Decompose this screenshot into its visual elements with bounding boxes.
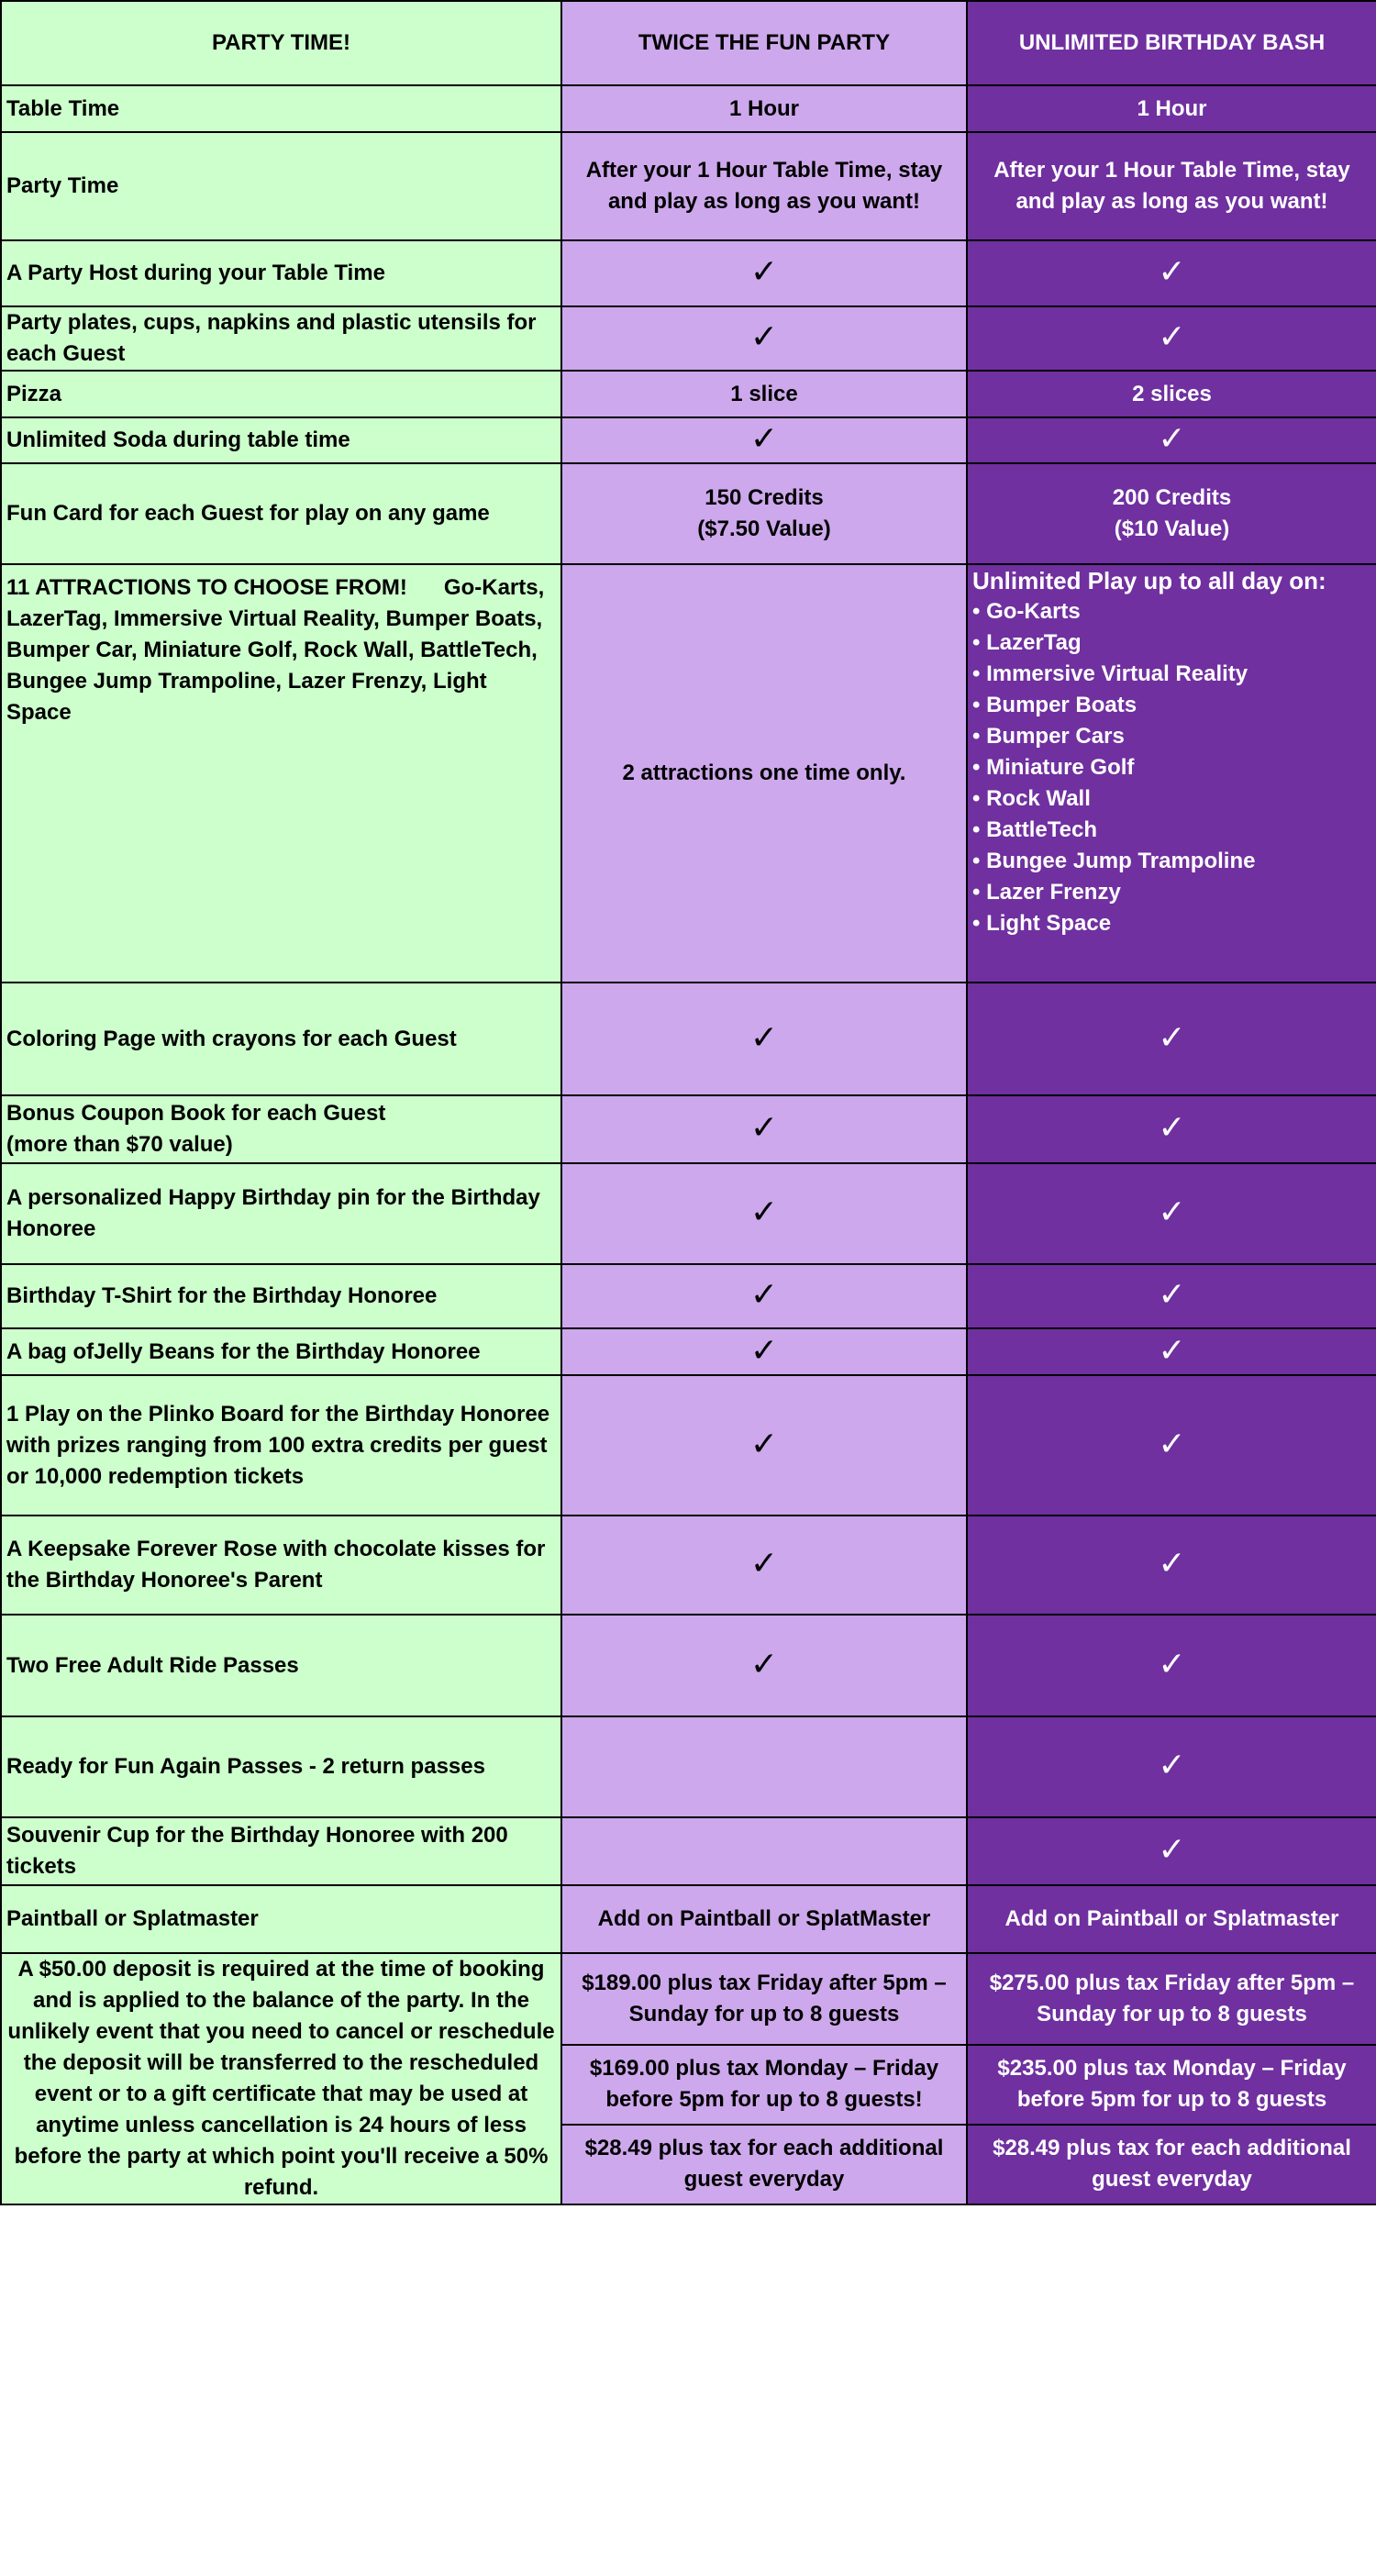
attractions-label-line: 11 ATTRACTIONS TO CHOOSE FROM! Go-Karts, [6,575,545,600]
unlimited-value [967,983,1376,1095]
list-item: • Go-Karts [972,596,1371,627]
header-unlimited-cell: UNLIMITED BIRTHDAY BASH [967,1,1376,85]
check-icon: ✓ [1158,1544,1186,1582]
check-icon: ✓ [749,1330,779,1369]
check-icon: ✓ [749,1193,779,1230]
feature-label: Fun Card for each Guest for play on any game [1,463,561,564]
list-item: • LazerTag [972,627,1371,659]
unlimited-value [967,463,1376,564]
table-row-adult-passes [1,1615,1376,1716]
unlimited-value: Add on Paintball or Splatmaster [967,1885,1376,1953]
feature-label: Souvenir Cup for the Birthday Honoree with 200 tickets [1,1817,561,1885]
table-row-souvenir [1,1817,1376,1885]
twice-price-additional: $28.49 plus tax for each additional guest everyday [561,2125,967,2204]
check-icon: ✓ [749,419,779,457]
twice-value: 1 slice [561,371,967,417]
feature-label: Paintball or Splatmaster [1,1885,561,1953]
table-row-pin [1,1163,1376,1264]
feature-label: A personalized Happy Birthday pin for the Birthday Honoree [1,1163,561,1264]
check-icon: ✓ [1158,1017,1186,1056]
twice-value [561,983,967,1095]
feature-label: Party plates, cups, napkins and plastic utensils for each Guest [1,306,561,371]
check-icon: ✓ [1158,1330,1186,1369]
table-row-paintball [1,1885,1376,1953]
list-item: • BattleTech [972,815,1371,846]
twice-value [561,1328,967,1375]
unlimited-price-weekday: $235.00 plus tax Monday – Friday before 5pm for up to 8 guests [967,2045,1376,2125]
unlimited-value [967,1264,1376,1328]
unlimited-value [967,1817,1376,1885]
coupon-label-line: (more than $70 value) [6,1132,233,1157]
check-icon: ✓ [1158,1424,1186,1462]
table-row-coupon [1,1095,1376,1163]
feature-label: Unlimited Soda during table time [1,417,561,463]
list-item: • Lazer Frenzy [972,877,1371,908]
twice-value [561,463,967,564]
twice-credits: 150 Credits [705,485,824,510]
twice-value: Add on Paintball or SplatMaster [561,1885,967,1953]
list-item: • Immersive Virtual Reality [972,659,1371,690]
twice-value [561,417,967,463]
unlimited-value [967,1328,1376,1375]
unlimited-price-additional: $28.49 plus tax for each additional guest everyday [967,2125,1376,2204]
header-twice-cell: TWICE THE FUN PARTY [561,1,967,85]
feature-label: Table Time [1,85,561,132]
header-feature-cell: PARTY TIME! [1,1,561,85]
check-icon: ✓ [1158,252,1186,290]
check-icon: ✓ [1158,1275,1186,1313]
attractions-label-line: Bumper Car, Miniature Golf, Rock Wall, BattleTech, [6,638,538,662]
unlimited-price-weekend: $275.00 plus tax Friday after 5pm – Sunday for up to 8 guests [967,1953,1376,2045]
deposit-note: A $50.00 deposit is required at the time of booking and is applied to the balance of the party. In the unlikely event that you need to cancel or reschedule the deposit will be transferred to the rescheduled event or to a gift certificate that may be used at anytime unless cancellation is 24 hours of less before the party at which point you'll receive a 50% refund. [1,1953,561,2204]
unlimited-value [967,240,1376,306]
list-item: • Bumper Cars [972,721,1371,752]
check-icon: ✓ [749,1544,779,1582]
table-row-rose [1,1516,1376,1615]
check-icon: ✓ [1158,1108,1186,1146]
feature-label [1,564,561,983]
list-item: • Miniature Golf [972,752,1371,783]
unlimited-value [967,1615,1376,1716]
feature-label: Party Time [1,132,561,240]
feature-label: A Keepsake Forever Rose with chocolate kisses for the Birthday Honoree's Parent [1,1516,561,1615]
twice-value [561,1163,967,1264]
feature-label: Birthday T-Shirt for the Birthday Honoree [1,1264,561,1328]
feature-label: Coloring Page with crayons for each Guest [1,983,561,1095]
unlimited-value [967,1095,1376,1163]
feature-label [1,1095,561,1163]
check-icon: ✓ [1158,1644,1186,1682]
table-row-table-time [1,85,1376,132]
check-icon: ✓ [1158,1746,1186,1783]
twice-credits-value: ($7.50 Value) [697,516,831,541]
coupon-label-line: Bonus Coupon Book for each Guest [6,1101,386,1126]
table-row-party-time [1,132,1376,240]
unlimited-value [967,564,1376,983]
check-icon: ✓ [1158,419,1186,457]
twice-price-weekend: $189.00 plus tax Friday after 5pm – Sunday for up to 8 guests [561,1953,967,2045]
unlimited-value [967,306,1376,371]
twice-value [561,1615,967,1716]
table-row-pizza [1,371,1376,417]
unlimited-value: After your 1 Hour Table Time, stay and play as long as you want! [967,132,1376,240]
list-item: • Bungee Jump Trampoline [972,846,1371,877]
unlimited-value [967,1163,1376,1264]
unlimited-value: 1 Hour [967,85,1376,132]
unlimited-attractions-list [972,596,1371,939]
table-row-plinko [1,1375,1376,1516]
check-icon: ✓ [749,1108,779,1146]
list-item: • Rock Wall [972,783,1371,815]
check-icon: ✓ [1158,317,1186,355]
check-icon: ✓ [749,1017,779,1056]
unlimited-attractions-heading: Unlimited Play up to all day on: [972,567,1326,594]
twice-value: 1 Hour [561,85,967,132]
check-icon: ✓ [1158,1830,1186,1868]
twice-value: After your 1 Hour Table Time, stay and play as long as you want! [561,132,967,240]
table-row-fun-card [1,463,1376,564]
unlimited-credits: 200 Credits [1112,485,1232,510]
check-icon: ✓ [749,1644,779,1682]
table-row-soda [1,417,1376,463]
feature-label: A Party Host during your Table Time [1,240,561,306]
unlimited-value [967,1516,1376,1615]
twice-value [561,1375,967,1516]
unlimited-value: 2 slices [967,371,1376,417]
attractions-label-line: Bungee Jump Trampoline, Lazer Frenzy, Light Space [6,669,487,725]
unlimited-value [967,1375,1376,1516]
twice-value [561,306,967,371]
feature-label: 1 Play on the Plinko Board for the Birthday Honoree with prizes ranging from 100 extra credits per guest or 10,000 redemption tickets [1,1375,561,1516]
check-icon: ✓ [749,252,779,290]
table-row-plates [1,306,1376,371]
attractions-label-line: LazerTag, Immersive Virtual Reality, Bumper Boats, [6,606,543,631]
check-icon: ✓ [749,1275,779,1313]
unlimited-value [967,417,1376,463]
twice-value [561,1817,967,1885]
table-row-tshirt [1,1264,1376,1328]
feature-label: Two Free Adult Ride Passes [1,1615,561,1716]
table-row-jelly-beans [1,1328,1376,1375]
table-row-return-passes [1,1716,1376,1817]
header-row [1,1,1376,85]
table-row-attractions [1,564,1376,983]
table-row-party-host [1,240,1376,306]
check-icon: ✓ [749,317,779,355]
check-icon: ✓ [749,1424,779,1462]
twice-value: 2 attractions one time only. [561,564,967,983]
feature-label: Pizza [1,371,561,417]
twice-value [561,1716,967,1817]
unlimited-credits-value: ($10 Value) [1114,516,1230,541]
feature-label: A bag ofJelly Beans for the Birthday Honoree [1,1328,561,1375]
table-row-coloring [1,983,1376,1095]
list-item: • Light Space [972,908,1371,939]
feature-label: Ready for Fun Again Passes - 2 return passes [1,1716,561,1817]
twice-value [561,1264,967,1328]
table-row-price-weekend [1,1953,1376,2045]
twice-price-weekday: $169.00 plus tax Monday – Friday before 5pm for up to 8 guests! [561,2045,967,2125]
twice-value [561,1516,967,1615]
twice-value [561,240,967,306]
check-icon: ✓ [1158,1193,1186,1230]
list-item: • Bumper Boats [972,690,1371,721]
unlimited-value [967,1716,1376,1817]
twice-value [561,1095,967,1163]
